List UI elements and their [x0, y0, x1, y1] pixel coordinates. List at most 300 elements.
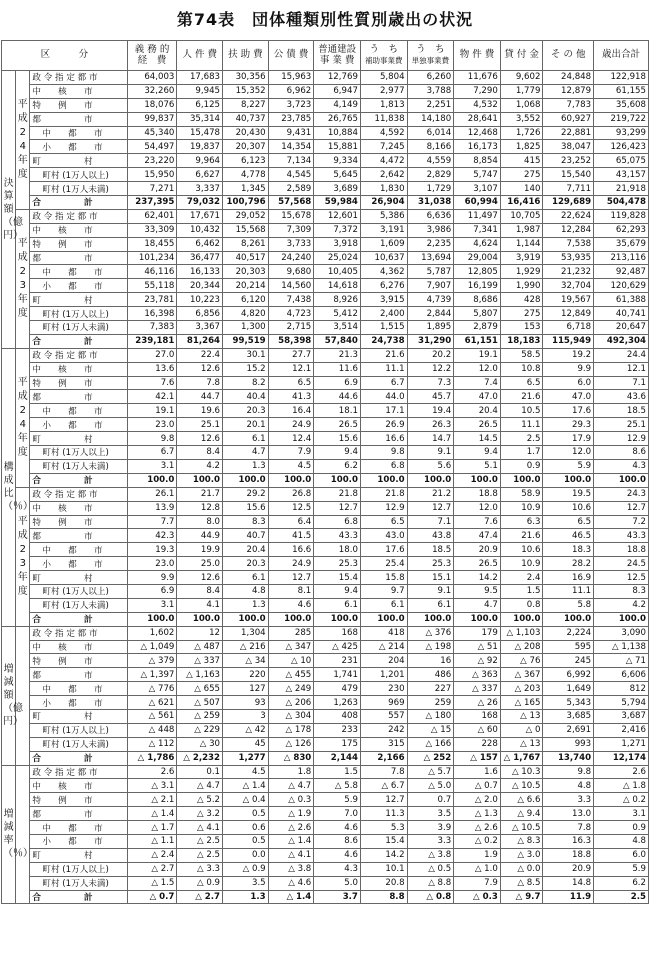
- data-cell: 2,829: [407, 168, 454, 182]
- data-cell: △ 10.5: [500, 779, 543, 793]
- data-cell: 16.4: [268, 404, 314, 418]
- table-row: [2, 459, 649, 473]
- data-cell: 15,540: [543, 168, 594, 182]
- data-cell: 23,252: [543, 154, 594, 168]
- data-cell: 14.5: [454, 432, 501, 446]
- data-cell: 10.6: [500, 543, 543, 557]
- data-cell: 6.8: [360, 459, 407, 473]
- data-cell: △ 10: [268, 654, 314, 668]
- data-cell: △ 379: [127, 654, 177, 668]
- data-cell: 7,711: [543, 182, 594, 196]
- data-cell: △ 0.7: [454, 779, 501, 793]
- data-cell: 2,144: [314, 751, 361, 765]
- data-cell: 17.9: [543, 432, 594, 446]
- data-cell: △ 206: [268, 696, 314, 710]
- row-label: 中 都 市: [30, 682, 127, 696]
- data-cell: 31,038: [407, 196, 454, 210]
- data-cell: 25.1: [177, 418, 223, 432]
- data-cell: △ 1.0: [454, 862, 501, 876]
- section-label: 決算額（億円）: [2, 71, 16, 349]
- data-cell: 21.7: [177, 487, 223, 501]
- data-cell: 13.9: [127, 501, 177, 515]
- header-hojo: う ち 補助事業費: [360, 41, 407, 71]
- data-cell: △ 6.7: [360, 779, 407, 793]
- table-row: [2, 71, 649, 85]
- data-cell: 15.4: [314, 571, 361, 585]
- data-cell: 6,947: [314, 84, 361, 98]
- table-row: [2, 265, 649, 279]
- data-cell: 9,431: [268, 126, 314, 140]
- data-cell: 44.6: [314, 390, 361, 404]
- row-label: 町村 (1万人以上): [30, 584, 127, 598]
- data-cell: 12.0: [454, 362, 501, 376]
- data-cell: 14.8: [543, 876, 594, 890]
- data-cell: 1,929: [500, 265, 543, 279]
- data-cell: △ 60: [454, 723, 501, 737]
- data-cell: 7,372: [314, 223, 361, 237]
- data-cell: 40.7: [223, 529, 269, 543]
- data-cell: △ 30: [177, 737, 223, 751]
- data-cell: 119,828: [594, 209, 649, 223]
- row-label: 町 村: [30, 571, 127, 585]
- data-cell: △ 1.8: [594, 779, 649, 793]
- data-cell: △ 0.4: [223, 793, 269, 807]
- data-cell: 1.5: [314, 765, 361, 779]
- data-cell: 239,181: [127, 334, 177, 348]
- data-cell: 9.4: [314, 446, 361, 460]
- data-cell: 3,337: [177, 182, 223, 196]
- data-cell: 6,856: [177, 307, 223, 321]
- table-row: [2, 307, 649, 321]
- data-cell: 14.7: [407, 432, 454, 446]
- data-cell: 4,820: [223, 307, 269, 321]
- data-cell: 231: [314, 654, 361, 668]
- data-cell: △ 367: [500, 668, 543, 682]
- data-cell: 18,076: [127, 98, 177, 112]
- data-cell: 6.9: [314, 376, 361, 390]
- data-cell: 0.8: [500, 598, 543, 612]
- data-cell: 12,769: [314, 71, 361, 85]
- data-cell: 6.2: [314, 459, 361, 473]
- table-row: [2, 543, 649, 557]
- data-cell: 79,032: [177, 196, 223, 210]
- row-label: 特 例 市: [30, 98, 127, 112]
- data-cell: 204: [360, 654, 407, 668]
- data-cell: △ 0.0: [500, 862, 543, 876]
- data-cell: 4.5: [223, 765, 269, 779]
- data-cell: 21.8: [314, 487, 361, 501]
- data-cell: 6.1: [360, 598, 407, 612]
- data-cell: 24.5: [594, 557, 649, 571]
- data-cell: 44.9: [177, 529, 223, 543]
- data-cell: 19.4: [407, 404, 454, 418]
- data-cell: 7.6: [127, 376, 177, 390]
- data-cell: 16.3: [543, 834, 594, 848]
- data-cell: 5.9: [594, 862, 649, 876]
- data-cell: 15.6: [314, 432, 361, 446]
- data-cell: 100.0: [223, 473, 269, 487]
- row-label: 町 村: [30, 848, 127, 862]
- data-cell: 7,383: [127, 321, 177, 335]
- data-cell: 9.5: [454, 584, 501, 598]
- data-cell: 32,704: [543, 279, 594, 293]
- data-cell: 18.5: [407, 543, 454, 557]
- data-cell: △ 112: [127, 737, 177, 751]
- data-cell: 100.0: [177, 612, 223, 626]
- data-cell: 25.0: [177, 557, 223, 571]
- row-label: 町村 (1万人未満): [30, 459, 127, 473]
- table-row: [2, 98, 649, 112]
- data-cell: 13.6: [127, 362, 177, 376]
- data-cell: 8.1: [268, 584, 314, 598]
- data-cell: 19.1: [454, 348, 501, 362]
- data-cell: 557: [360, 709, 407, 723]
- data-cell: 20.4: [223, 543, 269, 557]
- data-cell: 24,738: [360, 334, 407, 348]
- data-cell: 16,133: [177, 265, 223, 279]
- data-cell: △ 26: [454, 696, 501, 710]
- row-label: 中 都 市: [30, 265, 127, 279]
- data-cell: 47.4: [454, 529, 501, 543]
- data-cell: 7,907: [407, 279, 454, 293]
- header-sonota: そ の 他: [543, 41, 594, 71]
- table-row: [2, 765, 649, 779]
- row-label: 合 計: [30, 334, 127, 348]
- data-cell: 2,844: [407, 307, 454, 321]
- data-cell: 993: [543, 737, 594, 751]
- data-cell: 57,840: [314, 334, 361, 348]
- row-label: 特 例 市: [30, 237, 127, 251]
- data-cell: 8,686: [454, 293, 501, 307]
- data-cell: 1,813: [360, 98, 407, 112]
- data-cell: 100.0: [500, 473, 543, 487]
- data-cell: 9.4: [314, 584, 361, 598]
- table-row: [2, 668, 649, 682]
- data-cell: △ 166: [407, 737, 454, 751]
- data-cell: △ 1,049: [127, 640, 177, 654]
- data-cell: 220: [223, 668, 269, 682]
- data-cell: 8.2: [223, 376, 269, 390]
- data-cell: 168: [314, 626, 361, 640]
- row-label: 政 令 指 定 都 市: [30, 626, 127, 640]
- table-row: [2, 446, 649, 460]
- data-cell: 5,412: [314, 307, 361, 321]
- data-cell: 93,299: [594, 126, 649, 140]
- data-cell: 6.1: [223, 432, 269, 446]
- data-cell: 2,166: [360, 751, 407, 765]
- data-cell: 3.3: [543, 793, 594, 807]
- row-label: 町村 (1万人以上): [30, 862, 127, 876]
- data-cell: 4.8: [223, 584, 269, 598]
- data-cell: 2,715: [268, 321, 314, 335]
- data-cell: 1,144: [500, 237, 543, 251]
- data-cell: 19.9: [177, 543, 223, 557]
- data-cell: 13,694: [407, 251, 454, 265]
- data-cell: 4.3: [314, 862, 361, 876]
- data-cell: 1,609: [360, 237, 407, 251]
- data-cell: △ 3.2: [177, 807, 223, 821]
- data-cell: 5.9: [314, 793, 361, 807]
- data-cell: △ 1.5: [127, 876, 177, 890]
- data-cell: 259: [407, 696, 454, 710]
- header-kashitsuke: 貸 付 金: [500, 41, 543, 71]
- data-cell: 26.9: [360, 418, 407, 432]
- data-cell: 3.1: [594, 807, 649, 821]
- data-cell: 122,918: [594, 71, 649, 85]
- row-label: 中 都 市: [30, 126, 127, 140]
- data-cell: 29.2: [223, 487, 269, 501]
- data-cell: △ 1,397: [127, 668, 177, 682]
- data-cell: 15.8: [360, 571, 407, 585]
- data-cell: 4.6: [268, 598, 314, 612]
- data-cell: 17.6: [360, 543, 407, 557]
- data-cell: 20.2: [407, 348, 454, 362]
- data-cell: 5,804: [360, 71, 407, 85]
- data-cell: 428: [500, 293, 543, 307]
- data-cell: 10,223: [177, 293, 223, 307]
- data-cell: △ 249: [268, 682, 314, 696]
- data-cell: 40,737: [223, 112, 269, 126]
- data-cell: 969: [360, 696, 407, 710]
- section-label: 構成比（％）: [2, 348, 16, 626]
- data-cell: 3.5: [223, 876, 269, 890]
- data-cell: 36,477: [177, 251, 223, 265]
- data-cell: 23.0: [127, 557, 177, 571]
- data-cell: 31,290: [407, 334, 454, 348]
- data-cell: 14,560: [268, 279, 314, 293]
- data-cell: △ 2.5: [177, 848, 223, 862]
- data-cell: 15,881: [314, 140, 361, 154]
- row-label: 都 市: [30, 390, 127, 404]
- data-cell: 16,416: [500, 196, 543, 210]
- row-label: 特 例 市: [30, 515, 127, 529]
- data-cell: 62,293: [594, 223, 649, 237]
- table-row: [2, 293, 649, 307]
- table-row: [2, 696, 649, 710]
- table-row: [2, 487, 649, 501]
- data-cell: 11.1: [500, 418, 543, 432]
- data-cell: 3.1: [127, 598, 177, 612]
- data-cell: △ 1.9: [268, 807, 314, 821]
- data-cell: 2,251: [407, 98, 454, 112]
- data-cell: 11,497: [454, 209, 501, 223]
- data-cell: 43.0: [360, 529, 407, 543]
- table-row: [2, 196, 649, 210]
- data-cell: △ 1.4: [223, 779, 269, 793]
- data-cell: 100.0: [454, 473, 501, 487]
- data-cell: 100.0: [543, 473, 594, 487]
- data-cell: 14,618: [314, 279, 361, 293]
- data-cell: 21.2: [407, 487, 454, 501]
- data-cell: 24.9: [268, 418, 314, 432]
- data-cell: 7.1: [594, 376, 649, 390]
- data-cell: 3,552: [500, 112, 543, 126]
- table-row: [2, 793, 649, 807]
- data-cell: 1,990: [500, 279, 543, 293]
- data-cell: 23,785: [268, 112, 314, 126]
- data-cell: △ 1.4: [127, 807, 177, 821]
- data-cell: 12.1: [268, 362, 314, 376]
- data-cell: 228: [454, 737, 501, 751]
- row-label: 町 村: [30, 432, 127, 446]
- table-row: [2, 626, 649, 640]
- table-row: [2, 862, 649, 876]
- data-cell: 14,354: [268, 140, 314, 154]
- data-cell: 3: [223, 709, 269, 723]
- data-cell: 415: [500, 154, 543, 168]
- table-row: [2, 223, 649, 237]
- header-gimuteki: 義 務 的 経 費: [127, 41, 177, 71]
- data-cell: 4.2: [594, 598, 649, 612]
- table-row: [2, 501, 649, 515]
- data-cell: 29,004: [454, 251, 501, 265]
- data-cell: 237,395: [127, 196, 177, 210]
- data-cell: 21.6: [500, 529, 543, 543]
- data-cell: 100.0: [407, 612, 454, 626]
- data-cell: 26.5: [454, 557, 501, 571]
- data-cell: 47.0: [543, 390, 594, 404]
- data-cell: 6,014: [407, 126, 454, 140]
- table-row: [2, 598, 649, 612]
- data-cell: △ 830: [268, 751, 314, 765]
- data-cell: 20.8: [360, 876, 407, 890]
- data-cell: 24,240: [268, 251, 314, 265]
- row-label: 政 令 指 定 都 市: [30, 348, 127, 362]
- data-cell: 10,405: [314, 265, 361, 279]
- data-cell: 8.3: [223, 515, 269, 529]
- data-cell: 6,718: [543, 321, 594, 335]
- data-cell: △ 198: [407, 640, 454, 654]
- table-row: [2, 390, 649, 404]
- data-cell: 58.5: [500, 348, 543, 362]
- row-label: 特 例 市: [30, 654, 127, 668]
- row-label: 中 核 市: [30, 779, 127, 793]
- table-row: [2, 418, 649, 432]
- data-cell: 1.6: [454, 765, 501, 779]
- data-cell: 8.6: [594, 446, 649, 460]
- data-cell: 6,606: [594, 668, 649, 682]
- data-cell: 6,992: [543, 668, 594, 682]
- data-cell: 100.0: [268, 473, 314, 487]
- table-row: [2, 140, 649, 154]
- data-cell: 35,679: [594, 237, 649, 251]
- data-cell: 19.5: [543, 487, 594, 501]
- data-cell: 1,726: [500, 126, 543, 140]
- data-cell: 7.2: [594, 515, 649, 529]
- data-cell: 4,532: [454, 98, 501, 112]
- data-cell: 3,107: [454, 182, 501, 196]
- data-cell: 100.0: [594, 612, 649, 626]
- row-label: 町村 (1万人未満): [30, 876, 127, 890]
- data-cell: 18.8: [543, 848, 594, 862]
- data-cell: 99,519: [223, 334, 269, 348]
- data-cell: △ 0.9: [223, 862, 269, 876]
- data-cell: △ 1.4: [268, 890, 314, 904]
- data-cell: 6,260: [407, 71, 454, 85]
- data-cell: 14.2: [360, 848, 407, 862]
- data-cell: 4,624: [454, 237, 501, 251]
- data-cell: 13,740: [543, 751, 594, 765]
- data-cell: 16,199: [454, 279, 501, 293]
- data-cell: 175: [314, 737, 361, 751]
- data-cell: 40,741: [594, 307, 649, 321]
- data-cell: 19.3: [127, 543, 177, 557]
- data-cell: 1,830: [360, 182, 407, 196]
- data-cell: 6.0: [594, 848, 649, 862]
- data-cell: 6,120: [223, 293, 269, 307]
- data-cell: 59,984: [314, 196, 361, 210]
- data-cell: 9.8: [127, 432, 177, 446]
- table-row: [2, 848, 649, 862]
- data-cell: 115,949: [543, 334, 594, 348]
- data-cell: 62,401: [127, 209, 177, 223]
- row-label: 町村 (1万人以上): [30, 168, 127, 182]
- expenditure-table: [1, 40, 649, 904]
- data-cell: 4,592: [360, 126, 407, 140]
- data-cell: 15,568: [223, 223, 269, 237]
- data-cell: 1.3: [223, 890, 269, 904]
- data-cell: 315: [360, 737, 407, 751]
- table-row: [2, 584, 649, 598]
- data-cell: 35,608: [594, 98, 649, 112]
- data-cell: 25.3: [314, 557, 361, 571]
- data-cell: 19.1: [127, 404, 177, 418]
- year-label: [16, 626, 30, 765]
- row-label: 町村 (1万人未満): [30, 737, 127, 751]
- data-cell: 129,689: [543, 196, 594, 210]
- data-cell: 18.1: [314, 404, 361, 418]
- data-cell: 11,838: [360, 112, 407, 126]
- data-cell: 28,641: [454, 112, 501, 126]
- data-cell: 22,624: [543, 209, 594, 223]
- table-row: [2, 237, 649, 251]
- data-cell: △ 3.8: [268, 862, 314, 876]
- row-label: 中 核 市: [30, 223, 127, 237]
- data-cell: 12.2: [407, 362, 454, 376]
- data-cell: 11.1: [360, 362, 407, 376]
- data-cell: 20,430: [223, 126, 269, 140]
- data-cell: 1,602: [127, 626, 177, 640]
- table-row: [2, 682, 649, 696]
- data-cell: 7.6: [454, 515, 501, 529]
- data-cell: △ 1,767: [500, 751, 543, 765]
- data-cell: 4,362: [360, 265, 407, 279]
- row-label: 合 計: [30, 890, 127, 904]
- data-cell: △ 2,232: [177, 751, 223, 765]
- table-row: [2, 834, 649, 848]
- data-cell: 6.9: [127, 584, 177, 598]
- data-cell: 100.0: [177, 473, 223, 487]
- data-cell: △ 126: [268, 737, 314, 751]
- data-cell: 20.1: [223, 418, 269, 432]
- data-cell: 33,309: [127, 223, 177, 237]
- data-cell: 46,116: [127, 265, 177, 279]
- data-cell: 5,343: [543, 696, 594, 710]
- data-cell: 40.4: [223, 390, 269, 404]
- data-cell: 19.2: [543, 348, 594, 362]
- data-cell: 20,307: [223, 140, 269, 154]
- data-cell: 12,879: [543, 84, 594, 98]
- data-cell: 5.0: [314, 876, 361, 890]
- data-cell: 100.0: [543, 612, 594, 626]
- data-cell: 245: [543, 654, 594, 668]
- data-cell: △ 2.7: [177, 890, 223, 904]
- data-cell: △ 337: [454, 682, 501, 696]
- data-cell: △ 9.4: [500, 807, 543, 821]
- data-cell: 227: [407, 682, 454, 696]
- data-cell: 1.8: [268, 765, 314, 779]
- table-row: [2, 251, 649, 265]
